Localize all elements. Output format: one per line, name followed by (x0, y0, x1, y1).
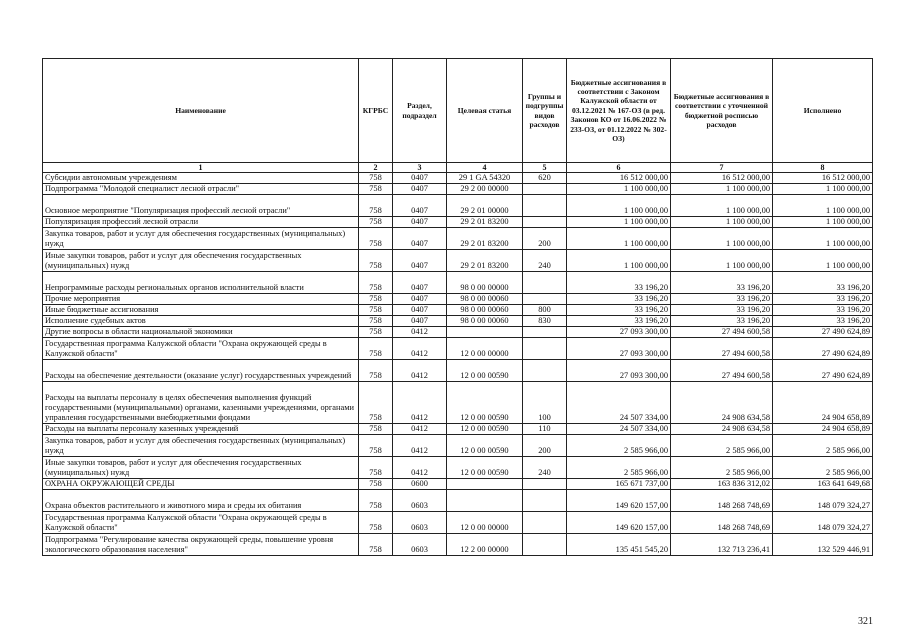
row-section-cell: 0407 (393, 305, 447, 316)
header-section: Раздел, подраздел (393, 59, 447, 163)
row-group-cell: 100 (523, 382, 567, 424)
row-target-cell: 98 0 00 00060 (447, 294, 523, 305)
row-executed-amount-cell: 2 585 966,00 (773, 457, 873, 479)
table-row (43, 305, 873, 316)
table-row (43, 479, 873, 490)
row-refined-amount-cell: 1 100 000,00 (671, 228, 773, 250)
row-name-cell: Исполнение судебных актов (43, 316, 359, 327)
row-executed-amount-cell: 1 100 000,00 (773, 184, 873, 195)
row-name-cell: Субсидии автономным учреждениям (43, 173, 359, 184)
row-refined-amount-cell: 24 908 634,58 (671, 382, 773, 424)
row-executed-amount-cell: 27 490 624,89 (773, 360, 873, 382)
row-section-cell: 0412 (393, 424, 447, 435)
row-target-cell: 29 1 GA 54320 (447, 173, 523, 184)
row-name-cell: Иные закупки товаров, работ и услуг для обеспечения государственных (муниципальных) нужд (43, 457, 359, 479)
row-executed-amount-cell: 33 196,20 (773, 272, 873, 294)
row-group-cell: 830 (523, 316, 567, 327)
row-law-amount-cell: 165 671 737,00 (567, 479, 671, 490)
table-row (43, 360, 873, 382)
table-row (43, 327, 873, 338)
row-target-cell: 12 0 00 00000 (447, 512, 523, 534)
row-name-cell: Закупка товаров, работ и услуг для обеспечения государственных (муниципальных) нужд (43, 228, 359, 250)
row-refined-amount-cell: 27 494 600,58 (671, 338, 773, 360)
row-refined-amount-cell: 33 196,20 (671, 272, 773, 294)
row-refined-amount-cell: 148 268 748,69 (671, 490, 773, 512)
table-row (43, 250, 873, 272)
row-law-amount-cell: 2 585 966,00 (567, 457, 671, 479)
table-row (43, 435, 873, 457)
row-group-cell (523, 534, 567, 556)
row-section-cell: 0407 (393, 217, 447, 228)
row-refined-amount-cell: 2 585 966,00 (671, 435, 773, 457)
row-section-cell: 0412 (393, 338, 447, 360)
row-section-cell: 0412 (393, 457, 447, 479)
header-group: Группы и подгруппы видов расходов (523, 59, 567, 163)
row-section-cell: 0412 (393, 382, 447, 424)
row-target-cell: 98 0 00 00060 (447, 305, 523, 316)
row-refined-amount-cell: 148 268 748,69 (671, 512, 773, 534)
row-target-cell: 29 2 01 83200 (447, 217, 523, 228)
row-refined-amount-cell: 1 100 000,00 (671, 250, 773, 272)
row-law-amount-cell: 27 093 300,00 (567, 360, 671, 382)
header-kgrbs: КГРБС (359, 59, 393, 163)
row-law-amount-cell: 33 196,20 (567, 272, 671, 294)
row-group-cell (523, 490, 567, 512)
column-number: 1 (43, 163, 359, 173)
table-row (43, 195, 873, 217)
header-executed: Исполнено (773, 59, 873, 163)
column-number: 7 (671, 163, 773, 173)
row-name-cell: Подпрограмма "Молодой специалист лесной отрасли" (43, 184, 359, 195)
row-group-cell (523, 184, 567, 195)
row-law-amount-cell: 27 093 300,00 (567, 338, 671, 360)
row-name-cell: Расходы на выплаты персоналу в целях обеспечения выполнения функций государственными (муниципальными) органами, казенными учреждениями, органами управления государственными внебюджетными фондами (43, 382, 359, 424)
row-law-amount-cell: 16 512 000,00 (567, 173, 671, 184)
table-body (43, 173, 873, 556)
row-target-cell (447, 479, 523, 490)
row-kgrbs-cell: 758 (359, 294, 393, 305)
row-section-cell: 0603 (393, 512, 447, 534)
row-kgrbs-cell: 758 (359, 173, 393, 184)
row-group-cell: 620 (523, 173, 567, 184)
column-number-row (43, 163, 873, 173)
table-header-row (43, 59, 873, 163)
header-name: Наименование (43, 59, 359, 163)
row-kgrbs-cell: 758 (359, 195, 393, 217)
table-row (43, 338, 873, 360)
row-refined-amount-cell: 33 196,20 (671, 305, 773, 316)
row-name-cell: Иные закупки товаров, работ и услуг для обеспечения государственных (муниципальных) нужд (43, 250, 359, 272)
row-refined-amount-cell: 24 908 634,58 (671, 424, 773, 435)
row-law-amount-cell: 2 585 966,00 (567, 435, 671, 457)
row-section-cell: 0412 (393, 327, 447, 338)
table-row (43, 217, 873, 228)
row-executed-amount-cell: 16 512 000,00 (773, 173, 873, 184)
row-name-cell: Подпрограмма "Регулирование качества окружающей среды, повышение уровня экологического образования населения" (43, 534, 359, 556)
row-group-cell (523, 294, 567, 305)
row-executed-amount-cell: 148 079 324,27 (773, 490, 873, 512)
table-row (43, 457, 873, 479)
row-law-amount-cell: 1 100 000,00 (567, 217, 671, 228)
row-target-cell: 29 2 01 83200 (447, 228, 523, 250)
row-group-cell (523, 217, 567, 228)
row-executed-amount-cell: 132 529 446,91 (773, 534, 873, 556)
table-row (43, 272, 873, 294)
row-section-cell: 0412 (393, 360, 447, 382)
row-group-cell (523, 479, 567, 490)
row-section-cell: 0407 (393, 250, 447, 272)
row-law-amount-cell: 33 196,20 (567, 305, 671, 316)
row-target-cell: 29 2 00 00000 (447, 184, 523, 195)
row-kgrbs-cell: 758 (359, 316, 393, 327)
column-number: 4 (447, 163, 523, 173)
row-target-cell: 12 0 00 00590 (447, 360, 523, 382)
row-executed-amount-cell: 2 585 966,00 (773, 435, 873, 457)
row-group-cell (523, 360, 567, 382)
row-kgrbs-cell: 758 (359, 490, 393, 512)
row-section-cell: 0600 (393, 479, 447, 490)
row-section-cell: 0603 (393, 534, 447, 556)
row-target-cell: 29 2 01 83200 (447, 250, 523, 272)
row-section-cell: 0407 (393, 173, 447, 184)
row-kgrbs-cell: 758 (359, 534, 393, 556)
row-name-cell: Расходы на выплаты персоналу казенных учреждений (43, 424, 359, 435)
row-refined-amount-cell: 33 196,20 (671, 294, 773, 305)
row-refined-amount-cell: 16 512 000,00 (671, 173, 773, 184)
row-executed-amount-cell: 1 100 000,00 (773, 217, 873, 228)
row-target-cell: 12 0 00 00590 (447, 457, 523, 479)
table-row (43, 490, 873, 512)
table-row (43, 382, 873, 424)
row-name-cell: Основное мероприятие "Популяризация профессий лесной отрасли" (43, 195, 359, 217)
row-law-amount-cell: 24 507 334,00 (567, 382, 671, 424)
header-refined-allocations: Бюджетные ассигнования в соответствии с уточненной бюджетной росписью расходов (671, 59, 773, 163)
row-kgrbs-cell: 758 (359, 338, 393, 360)
row-refined-amount-cell: 27 494 600,58 (671, 327, 773, 338)
row-target-cell: 12 0 00 00590 (447, 382, 523, 424)
row-kgrbs-cell: 758 (359, 479, 393, 490)
row-refined-amount-cell: 27 494 600,58 (671, 360, 773, 382)
table-row (43, 316, 873, 327)
row-target-cell: 29 2 01 00000 (447, 195, 523, 217)
row-refined-amount-cell: 1 100 000,00 (671, 184, 773, 195)
table-row (43, 184, 873, 195)
row-kgrbs-cell: 758 (359, 228, 393, 250)
row-target-cell: 12 0 00 00590 (447, 424, 523, 435)
row-executed-amount-cell: 33 196,20 (773, 305, 873, 316)
row-refined-amount-cell: 163 836 312,02 (671, 479, 773, 490)
row-section-cell: 0407 (393, 184, 447, 195)
row-executed-amount-cell: 163 641 649,68 (773, 479, 873, 490)
header-law-allocations: Бюджетные ассигнования в соответствии с Законом Калужской области от 03.12.2021 № 167-ОЗ (в ред. Законов КО от 16.06.2022 № 233-ОЗ, от 01.12.2022 № 302-ОЗ) (567, 59, 671, 163)
row-executed-amount-cell: 1 100 000,00 (773, 195, 873, 217)
row-kgrbs-cell: 758 (359, 272, 393, 294)
row-section-cell: 0407 (393, 294, 447, 305)
row-target-cell: 12 2 00 00000 (447, 534, 523, 556)
row-law-amount-cell: 149 620 157,00 (567, 490, 671, 512)
row-law-amount-cell: 1 100 000,00 (567, 250, 671, 272)
row-executed-amount-cell: 27 490 624,89 (773, 338, 873, 360)
row-law-amount-cell: 24 507 334,00 (567, 424, 671, 435)
column-number: 5 (523, 163, 567, 173)
row-executed-amount-cell: 1 100 000,00 (773, 250, 873, 272)
row-group-cell (523, 338, 567, 360)
row-name-cell: Популяризация профессий лесной отрасли (43, 217, 359, 228)
column-number: 6 (567, 163, 671, 173)
page-number: 321 (858, 616, 873, 627)
table-row (43, 173, 873, 184)
table-row (43, 534, 873, 556)
row-kgrbs-cell: 758 (359, 184, 393, 195)
row-group-cell: 240 (523, 250, 567, 272)
table-row (43, 424, 873, 435)
row-kgrbs-cell: 758 (359, 250, 393, 272)
column-number: 2 (359, 163, 393, 173)
row-group-cell (523, 327, 567, 338)
row-target-cell (447, 327, 523, 338)
row-name-cell: Государственная программа Калужской области "Охрана окружающей среды в Калужской области" (43, 512, 359, 534)
row-name-cell: Прочие мероприятия (43, 294, 359, 305)
row-kgrbs-cell: 758 (359, 457, 393, 479)
row-name-cell: Непрограммные расходы региональных органов исполнительной власти (43, 272, 359, 294)
row-kgrbs-cell: 758 (359, 327, 393, 338)
table-row (43, 228, 873, 250)
row-kgrbs-cell: 758 (359, 382, 393, 424)
row-name-cell: Охрана объектов растительного и животного мира и среды их обитания (43, 490, 359, 512)
row-executed-amount-cell: 24 904 658,89 (773, 382, 873, 424)
row-executed-amount-cell: 148 079 324,27 (773, 512, 873, 534)
row-law-amount-cell: 149 620 157,00 (567, 512, 671, 534)
row-name-cell: ОХРАНА ОКРУЖАЮЩЕЙ СРЕДЫ (43, 479, 359, 490)
row-executed-amount-cell: 1 100 000,00 (773, 228, 873, 250)
row-name-cell: Иные бюджетные ассигнования (43, 305, 359, 316)
row-name-cell: Расходы на обеспечение деятельности (оказание услуг) государственных учреждений (43, 360, 359, 382)
row-refined-amount-cell: 2 585 966,00 (671, 457, 773, 479)
budget-table (42, 58, 873, 556)
row-refined-amount-cell: 33 196,20 (671, 316, 773, 327)
row-law-amount-cell: 1 100 000,00 (567, 195, 671, 217)
row-refined-amount-cell: 1 100 000,00 (671, 195, 773, 217)
row-section-cell: 0603 (393, 490, 447, 512)
row-executed-amount-cell: 27 490 624,89 (773, 327, 873, 338)
row-law-amount-cell: 27 093 300,00 (567, 327, 671, 338)
column-number: 8 (773, 163, 873, 173)
row-target-cell (447, 490, 523, 512)
row-kgrbs-cell: 758 (359, 217, 393, 228)
row-kgrbs-cell: 758 (359, 305, 393, 316)
row-group-cell: 240 (523, 457, 567, 479)
row-target-cell: 12 0 00 00590 (447, 435, 523, 457)
row-law-amount-cell: 135 451 545,20 (567, 534, 671, 556)
row-section-cell: 0412 (393, 435, 447, 457)
row-group-cell: 110 (523, 424, 567, 435)
row-executed-amount-cell: 33 196,20 (773, 316, 873, 327)
row-law-amount-cell: 33 196,20 (567, 316, 671, 327)
row-kgrbs-cell: 758 (359, 424, 393, 435)
row-group-cell: 200 (523, 228, 567, 250)
table-row (43, 294, 873, 305)
row-group-cell: 800 (523, 305, 567, 316)
row-section-cell: 0407 (393, 195, 447, 217)
row-refined-amount-cell: 1 100 000,00 (671, 217, 773, 228)
row-executed-amount-cell: 33 196,20 (773, 294, 873, 305)
row-section-cell: 0407 (393, 316, 447, 327)
row-target-cell: 98 0 00 00060 (447, 316, 523, 327)
row-target-cell: 12 0 00 00000 (447, 338, 523, 360)
table-row (43, 512, 873, 534)
row-group-cell (523, 512, 567, 534)
row-name-cell: Закупка товаров, работ и услуг для обеспечения государственных (муниципальных) нужд (43, 435, 359, 457)
row-name-cell: Другие вопросы в области национальной экономики (43, 327, 359, 338)
row-group-cell (523, 195, 567, 217)
row-law-amount-cell: 1 100 000,00 (567, 184, 671, 195)
row-section-cell: 0407 (393, 272, 447, 294)
row-law-amount-cell: 33 196,20 (567, 294, 671, 305)
row-refined-amount-cell: 132 713 236,41 (671, 534, 773, 556)
row-name-cell: Государственная программа Калужской области "Охрана окружающей среды в Калужской области" (43, 338, 359, 360)
row-section-cell: 0407 (393, 228, 447, 250)
row-executed-amount-cell: 24 904 658,89 (773, 424, 873, 435)
row-group-cell: 200 (523, 435, 567, 457)
header-target: Целевая статья (447, 59, 523, 163)
row-kgrbs-cell: 758 (359, 360, 393, 382)
row-law-amount-cell: 1 100 000,00 (567, 228, 671, 250)
column-number: 3 (393, 163, 447, 173)
row-group-cell (523, 272, 567, 294)
row-kgrbs-cell: 758 (359, 512, 393, 534)
row-target-cell: 98 0 00 00000 (447, 272, 523, 294)
row-kgrbs-cell: 758 (359, 435, 393, 457)
